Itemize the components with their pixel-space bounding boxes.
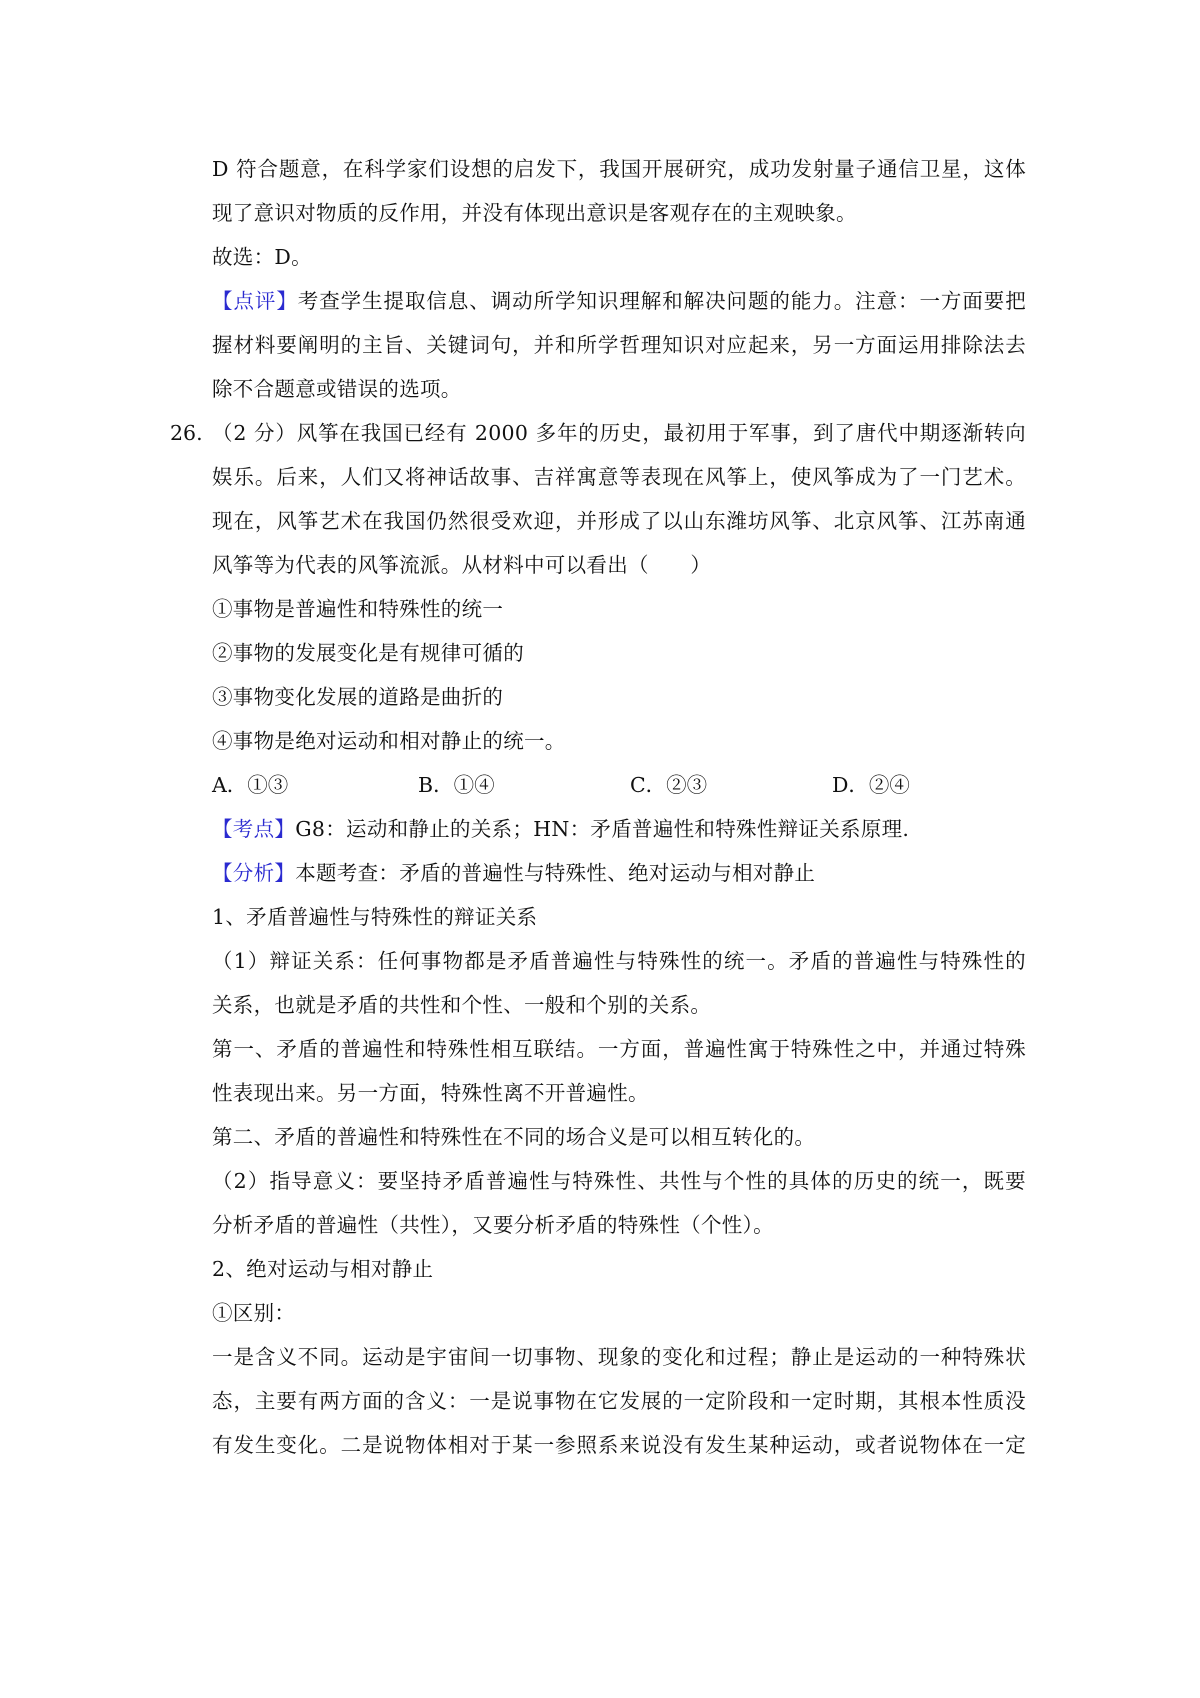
kaodian-line: [212, 814, 1026, 844]
option-a: A．①③: [212, 773, 289, 797]
comment-line-1: [212, 286, 1026, 316]
option-c: C．②③: [630, 773, 708, 797]
para-3: 第二、矛盾的普遍性和特殊性在不同的场合义是可以相互转化的。: [212, 1125, 816, 1149]
answer-line: 故选：D。: [212, 245, 312, 269]
review-line-2: 现了意识对物质的反作用，并没有体现出意识是客观存在的主观映象。: [212, 201, 857, 225]
option-b: B．①④: [418, 773, 495, 797]
statement-item-1: ①事物是普遍性和特殊性的统一: [212, 597, 504, 621]
para-2b: 性表现出来。另一方面，特殊性离不开普遍性。: [212, 1081, 649, 1105]
fenxi-tag: 【分析】: [212, 861, 296, 885]
review-line-1: D 符合题意，在科学家们设想的启发下，我国开展研究，成功发射量子通信卫星，这体: [212, 157, 1026, 181]
para-2a: 第一、矛盾的普遍性和特殊性相互联结。一方面，普遍性寓于特殊性之中，并通过特殊: [212, 1037, 1026, 1061]
para-5a: 一是含义不同。运动是宇宙间一切事物、现象的变化和过程；静止是运动的一种特殊状: [212, 1345, 1026, 1369]
heading-2a: ①区别：: [212, 1301, 296, 1325]
heading-2: 2、绝对运动与相对静止: [212, 1257, 434, 1281]
option-d: D．②④: [832, 773, 910, 797]
question-stem-3: 现在，风筝艺术在我国仍然很受欢迎，并形成了以山东潍坊风筝、北京风筝、江苏南通: [212, 509, 1026, 533]
para-5c: 有发生变化。二是说物体相对于某一参照系来说没有发生某种运动，或者说物体在一定: [212, 1433, 1026, 1457]
kaodian-text: G8：运动和静止的关系；HN：矛盾普遍性和特殊性辩证关系原理.: [295, 817, 910, 841]
kaodian-tag: 【考点】: [212, 817, 296, 841]
comment-line-3: 除不合题意或错误的选项。: [212, 377, 462, 401]
para-4a: （2）指导意义：要坚持矛盾普遍性与特殊性、共性与个性的具体的历史的统一，既要: [212, 1169, 1026, 1193]
fenxi-line: [212, 858, 1026, 888]
question-stem-1: （2 分）风筝在我国已经有 2000 多年的历史，最初用于军事，到了唐代中期逐渐转向: [212, 421, 1026, 445]
statement-item-4: ④事物是绝对运动和相对静止的统一。: [212, 729, 566, 753]
statement-item-2: ②事物的发展变化是有规律可循的: [212, 641, 524, 665]
para-4b: 分析矛盾的普遍性（共性），又要分析矛盾的特殊性（个性）。: [212, 1213, 774, 1237]
question-stem-2: 娱乐。后来，人们又将神话故事、吉祥寓意等表现在风筝上，使风筝成为了一门艺术。: [212, 465, 1026, 489]
statement-item-3: ③事物变化发展的道路是曲折的: [212, 685, 504, 709]
para-5b: 态，主要有两方面的含义：一是说事物在它发展的一定阶段和一定时期，其根本性质没: [212, 1389, 1026, 1413]
question-number: 26.: [170, 421, 203, 445]
para-1b: 关系，也就是矛盾的共性和个性、一般和个别的关系。: [212, 993, 712, 1017]
dianping-tag: 【点评】: [212, 289, 298, 313]
comment-line-2: 握材料要阐明的主旨、关键词句，并和所学哲理知识对应起来，另一方面运用排除法去: [212, 333, 1026, 357]
para-1a: （1）辩证关系：任何事物都是矛盾普遍性与特殊性的统一。矛盾的普遍性与特殊性的: [212, 949, 1026, 973]
question-stem-4: 风筝等为代表的风筝流派。从材料中可以看出（ ）: [212, 553, 712, 577]
fenxi-text: 本题考查：矛盾的普遍性与特殊性、绝对运动与相对静止: [295, 861, 816, 885]
comment-text-1: 考查学生提取信息、调动所学知识理解和解决问题的能力。注意：一方面要把: [297, 289, 1027, 313]
heading-1: 1、矛盾普遍性与特殊性的辩证关系: [212, 905, 538, 929]
